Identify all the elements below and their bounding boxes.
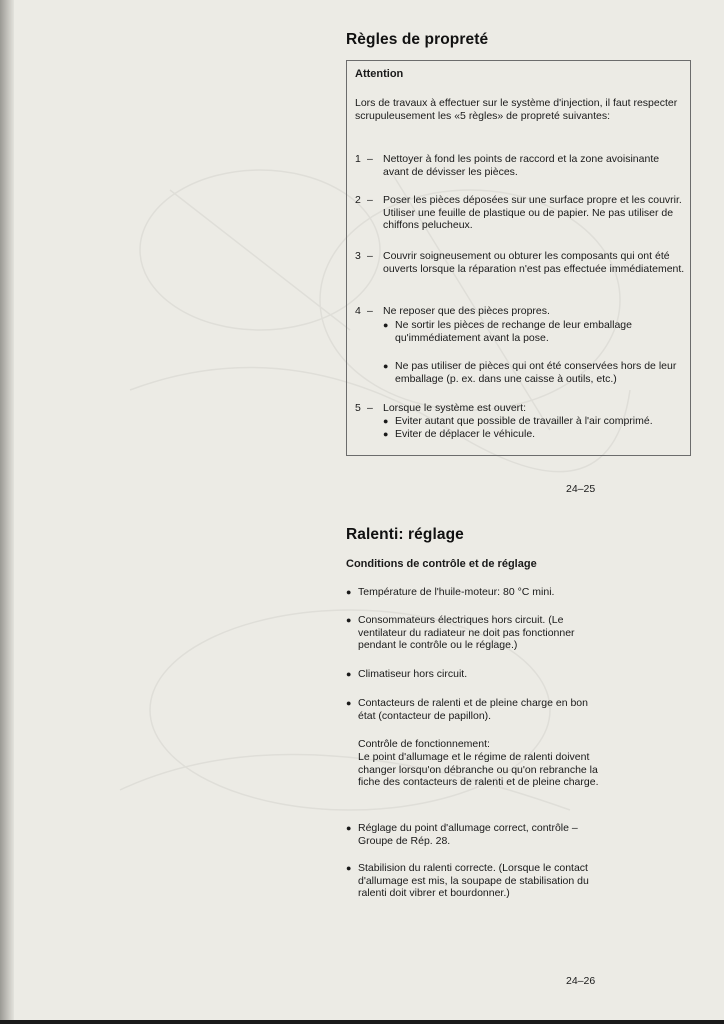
condition-item: ● Climatiseur hors circuit.	[346, 668, 468, 680]
function-check-label: Contrôle de fonctionnement:	[358, 738, 490, 750]
page-reference: 24–25	[566, 483, 596, 495]
condition-item: ● Réglage du point d'allumage correct, contrôle – Groupe de Rép. 28.	[346, 822, 578, 847]
conditions-subheading: Conditions de contrôle et de réglage	[346, 558, 537, 570]
section-title-idle: Ralenti: réglage	[346, 526, 464, 543]
rule-item	[355, 250, 685, 275]
attention-heading: Attention	[355, 68, 404, 80]
condition-item: ● Consommateurs électriques hors circuit. (Le ventilateur du radiateur ne doit pas fonctionner pendant le contrôle ou le réglage.)	[346, 614, 575, 651]
rule-text: Ne reposer que des pièces propres.	[383, 305, 550, 317]
rule-text: Lorsque le système est ouvert:	[383, 402, 526, 414]
rule-number: 4	[355, 305, 361, 317]
page-binding-edge	[0, 0, 14, 1024]
rule-text: Couvrir soigneusement ou obturer les composants qui ont été ouverts lorsque la réparation n'est pas effectuée immédiatement.	[383, 250, 685, 275]
bullet-icon: ●	[346, 698, 352, 708]
bullet-icon: ●	[383, 361, 389, 371]
condition-item: ● Contacteurs de ralenti et de pleine charge en bon état (contacteur de papillon).	[346, 697, 588, 722]
bullet-icon: ●	[383, 320, 389, 330]
section-title-cleanliness: Règles de propreté	[346, 31, 489, 48]
rule-bullet: ● Ne sortir les pièces de rechange de leur emballage qu'immédiatement avant la pose.	[383, 319, 632, 344]
bullet-icon: ●	[346, 669, 352, 679]
attention-intro: Lors de travaux à effectuer sur le système d'injection, il faut respecter scrupuleusement les «5 règles» de propreté suivantes:	[355, 97, 678, 122]
rule-number: 2	[355, 194, 361, 206]
rule-text: Nettoyer à fond les points de raccord et la zone avoisinante avant de dévisser les pièces.	[383, 153, 660, 178]
condition-item: ● Température de l'huile-moteur: 80 °C mini.	[346, 586, 555, 598]
rule-bullet: ● Ne pas utiliser de pièces qui ont été conservées hors de leur emballage (p. ex. dans une caisse à outils, etc.)	[383, 360, 677, 385]
rule-bullet: ● Eviter autant que possible de travailler à l'air comprimé.	[383, 415, 653, 427]
bullet-icon: ●	[346, 823, 352, 833]
rule-text: Poser les pièces déposées sur une surface propre et les couvrir. Utiliser une feuille de plastique ou de papier. Ne pas utiliser de chiffons pelucheux.	[383, 194, 682, 231]
bullet-icon: ●	[346, 863, 352, 873]
rule-item	[355, 305, 685, 318]
page-reference: 24–26	[566, 975, 596, 987]
rule-item	[355, 402, 685, 415]
rule-item	[355, 194, 685, 232]
bullet-icon: ●	[346, 587, 352, 597]
rule-dash: –	[367, 153, 373, 165]
bullet-icon: ●	[346, 615, 352, 625]
bullet-icon: ●	[383, 416, 389, 426]
condition-item: ● Stabilision du ralenti correcte. (Lorsque le contact d'allumage est mis, la soupape de stabilisation du ralenti doit vibrer et bourdonner.)	[346, 862, 589, 899]
rule-dash: –	[367, 250, 373, 262]
rule-number: 5	[355, 402, 361, 414]
function-check-text: Le point d'allumage et le régime de ralenti doivent changer lorsqu'on débranche ou qu'on rebranche la fiche des contacteurs de ralenti et de pleine charge.	[358, 751, 599, 788]
rule-number: 1	[355, 153, 361, 165]
bullet-icon: ●	[383, 429, 389, 439]
rule-dash: –	[367, 305, 373, 317]
rule-item	[355, 153, 685, 178]
page-bottom-edge	[0, 1020, 724, 1024]
rule-dash: –	[367, 402, 373, 414]
rule-dash: –	[367, 194, 373, 206]
rule-bullet: ● Eviter de déplacer le véhicule.	[383, 428, 536, 440]
rule-number: 3	[355, 250, 361, 262]
